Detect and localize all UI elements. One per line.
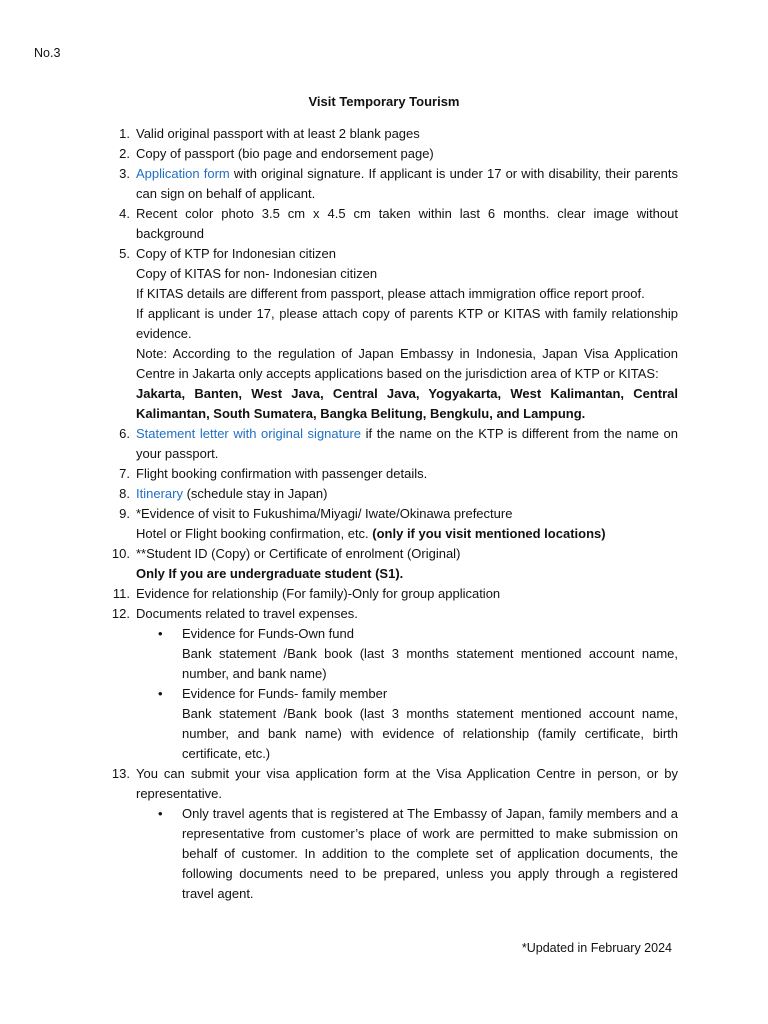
item-text: with original signature. If applicant is under 17 or with disability, their parents can sign on behalf of applicant. xyxy=(136,166,678,201)
bullet-item xyxy=(136,684,678,764)
item-text: Evidence for relationship (For family)-Only for group application xyxy=(136,586,501,601)
item-number: 12. xyxy=(111,606,130,621)
list-item xyxy=(106,604,678,764)
list-item xyxy=(106,544,678,584)
item-text: If KITAS details are different from passport, please attach immigration office report proof. xyxy=(136,286,645,301)
document-number: No.3 xyxy=(34,46,61,60)
item-text: Hotel or Flight booking confirmation, etc. xyxy=(136,526,373,541)
item-text: (schedule stay in Japan) xyxy=(182,486,328,501)
bullet-text: Bank statement /Bank book (last 3 months statement mentioned account name, number, and bank name) xyxy=(182,646,678,681)
item-number: 8. xyxy=(119,486,130,501)
list-item xyxy=(106,244,678,424)
item-number: 9. xyxy=(119,506,130,521)
list-item xyxy=(106,144,678,164)
item-number: 11. xyxy=(112,586,130,601)
page-title: Visit Temporary Tourism xyxy=(308,94,460,109)
item-text: Documents related to travel expenses. xyxy=(136,606,358,621)
item-text: **Student ID (Copy) or Certificate of enrolment (Original) xyxy=(136,546,461,561)
item-note: Note: According to the regulation of Japan Embassy in Indonesia, Japan Visa Application Centre in Jakarta only accepts applications based on the jurisdiction area of KTP or KITAS: xyxy=(136,346,678,381)
item-number: 2. xyxy=(119,146,130,161)
list-item xyxy=(106,484,678,504)
item-text: *Evidence of visit to Fukushima/Miyagi/ Iwate/Okinawa prefecture xyxy=(136,506,513,521)
item-number: 1. xyxy=(119,126,130,141)
list-item xyxy=(106,164,678,204)
item-text: Copy of KTP for Indonesian citizen xyxy=(136,246,336,261)
item-number: 6. xyxy=(119,426,130,441)
item-text: Flight booking confirmation with passenger details. xyxy=(136,466,428,481)
item-number: 7. xyxy=(119,466,130,481)
bullet-icon: • xyxy=(158,806,163,821)
list-item xyxy=(106,204,678,244)
bullet-item xyxy=(136,624,678,684)
item-text: Recent color photo 3.5 cm x 4.5 cm taken within last 6 months. clear image without background xyxy=(136,206,678,241)
item-number: 13. xyxy=(111,766,130,781)
list-item xyxy=(106,424,678,464)
bullet-text: Only travel agents that is registered at The Embassy of Japan, family members and a representative from customer’s place of work are permitted to make submission on behalf of customer. In addition to the complete set of application documents, the following documents need to be prepared, unless you apply through a registered travel agent. xyxy=(182,806,678,901)
requirements-list xyxy=(106,124,678,904)
statement-letter-link[interactable]: Statement letter with original signature xyxy=(136,426,362,441)
item-number: 3. xyxy=(119,166,130,181)
bullet-icon: • xyxy=(158,686,163,701)
bullet-title: Evidence for Funds-Own fund xyxy=(182,626,354,641)
list-item xyxy=(106,584,678,604)
itinerary-link[interactable]: Itinerary xyxy=(136,486,183,501)
application-form-link[interactable]: Application form xyxy=(136,166,230,181)
item-number: 4. xyxy=(119,206,130,221)
bullet-list xyxy=(136,804,678,904)
jurisdiction-areas: Jakarta, Banten, West Java, Central Java, Yogyakarta, West Kalimantan, Central Kalimantan, South Sumatera, Bangka Belitung, Bengkulu, and Lampung. xyxy=(136,386,678,421)
bullet-title: Evidence for Funds- family member xyxy=(182,686,388,701)
bullet-text: Bank statement /Bank book (last 3 months statement mentioned account name, number, and bank name) with evidence of relationship (family certificate, birth certificate, etc.) xyxy=(182,706,678,761)
item-condition: (only if you visit mentioned locations) xyxy=(372,526,606,541)
updated-note: *Updated in February 2024 xyxy=(521,941,672,955)
item-text: Valid original passport with at least 2 blank pages xyxy=(136,126,420,141)
item-number: 10. xyxy=(111,546,130,561)
item-text: If applicant is under 17, please attach copy of parents KTP or KITAS with family relationship evidence. xyxy=(136,306,678,341)
item-number: 5. xyxy=(119,246,130,261)
item-text: Copy of passport (bio page and endorsement page) xyxy=(136,146,434,161)
list-item xyxy=(106,504,678,544)
list-item xyxy=(106,764,678,904)
item-text: Copy of KITAS for non- Indonesian citizen xyxy=(136,266,378,281)
bullet-item xyxy=(136,804,678,904)
list-item xyxy=(106,124,678,144)
bullet-list xyxy=(136,624,678,764)
item-condition: Only If you are undergraduate student (S1). xyxy=(136,566,404,581)
bullet-icon: • xyxy=(158,626,163,641)
item-text: You can submit your visa application form at the Visa Application Centre in person, or by representative. xyxy=(136,766,678,801)
item-text: if the name on the KTP is different from the name on your passport. xyxy=(136,426,678,461)
list-item xyxy=(106,464,678,484)
